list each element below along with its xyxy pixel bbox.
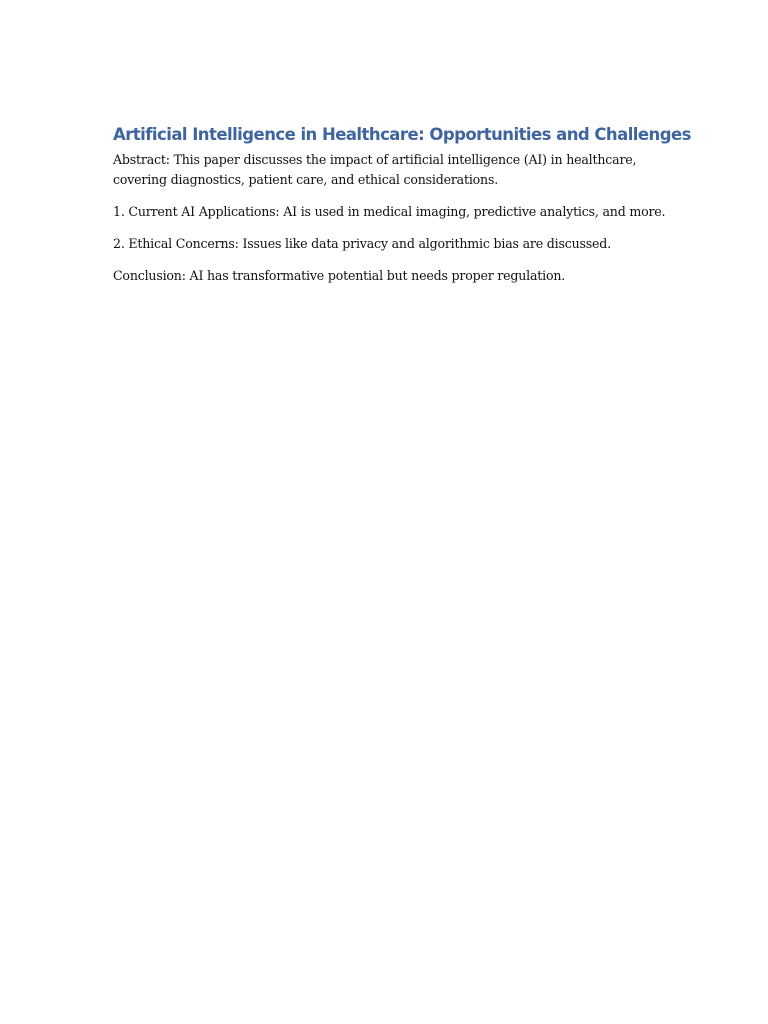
section-ethical-concerns: 2. Ethical Concerns: Issues like data privacy and algorithmic bias are discussed. bbox=[113, 236, 611, 251]
conclusion-paragraph: Conclusion: AI has transformative potential but needs proper regulation. bbox=[113, 268, 566, 283]
section-current-ai-applications: 1. Current AI Applications: AI is used in medical imaging, predictive analytics, and more. bbox=[113, 204, 666, 219]
document-body bbox=[113, 124, 691, 298]
document-title: Artificial Intelligence in Healthcare: Opportunities and Challenges bbox=[113, 125, 691, 144]
abstract-paragraph: Abstract: This paper discusses the impact of artificial intelligence (AI) in healthcare, covering diagnostics, patient care, and ethical considerations. bbox=[113, 152, 637, 187]
